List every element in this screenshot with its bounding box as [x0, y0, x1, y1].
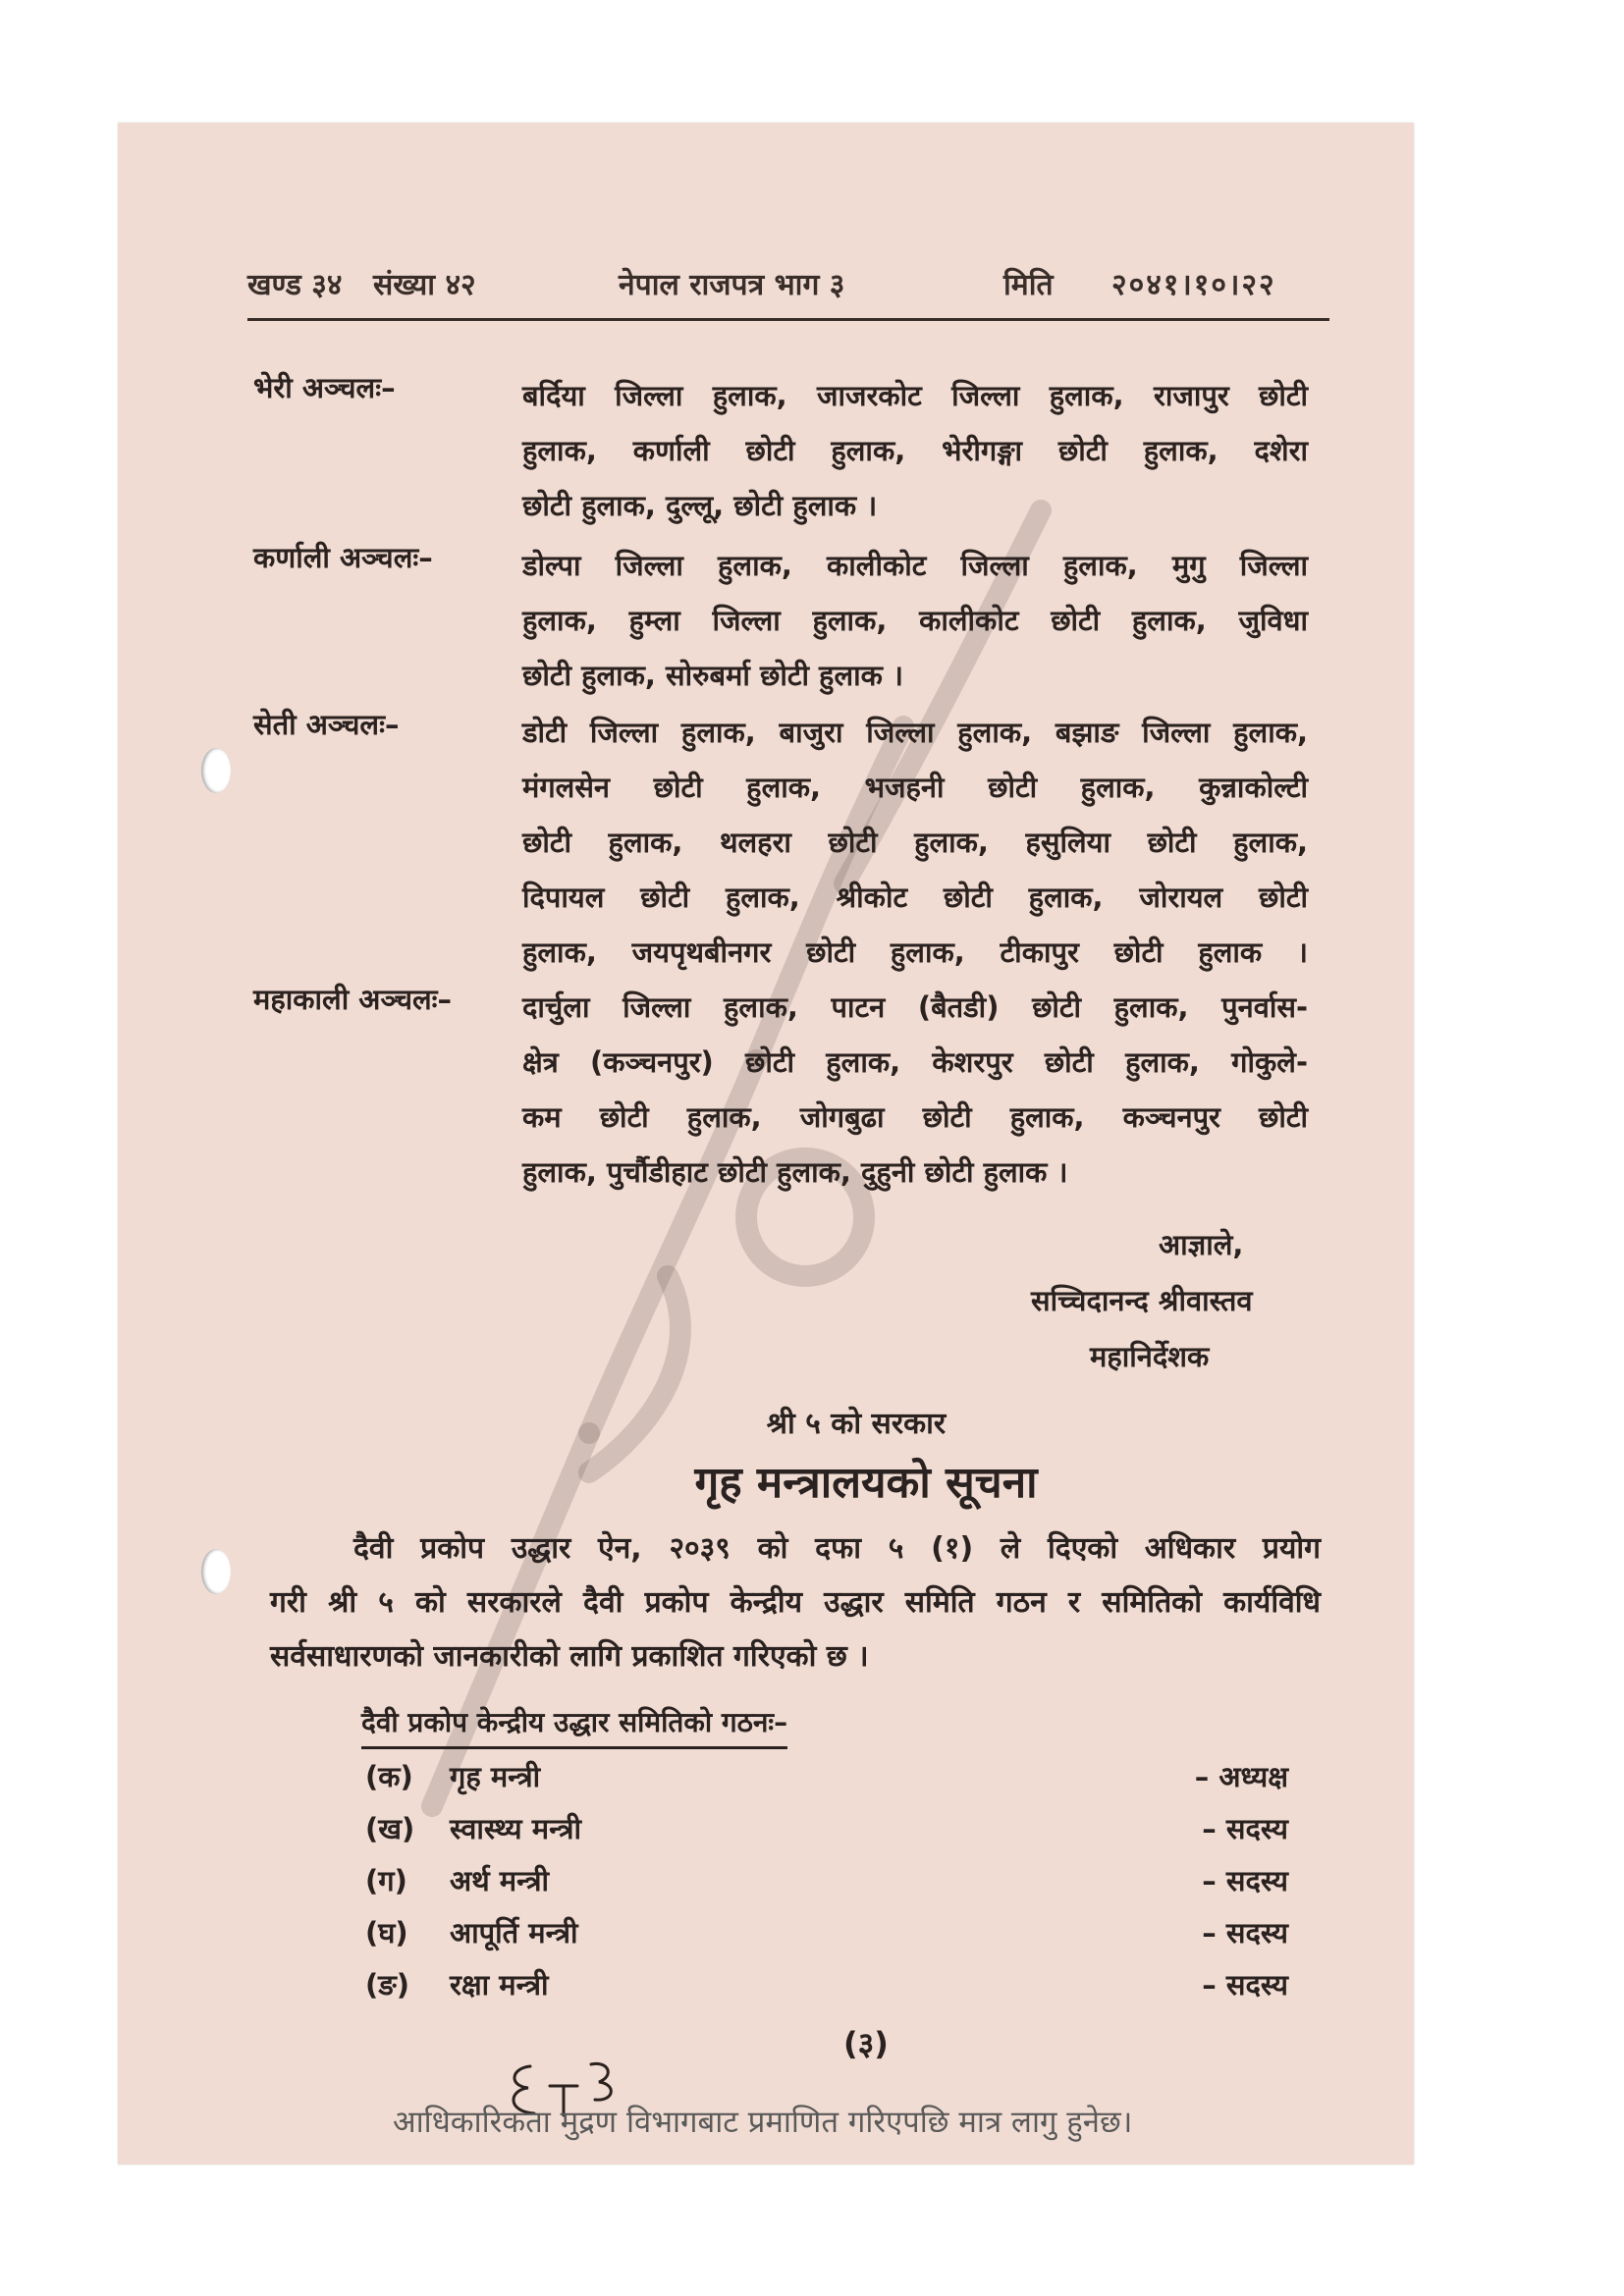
- member-key: (ख): [365, 1812, 415, 1845]
- committee-heading: दैवी प्रकोप केन्द्रीय उद्धार समितिको गठनः–: [361, 1703, 787, 1749]
- issue-number: संख्या ४२: [373, 268, 476, 302]
- committee-member: [365, 1965, 1288, 2014]
- region-label: भेरी अञ्चलः–: [253, 371, 396, 404]
- committee-member: [365, 1913, 1288, 1962]
- committee-member: [365, 1861, 1288, 1910]
- signature-order: आज्ञाले,: [1159, 1228, 1244, 1261]
- region-label: महाकाली अञ्चलः–: [253, 983, 453, 1016]
- region-line: हुलाक, पुर्चौडीहाट छोटी हुलाक, दुहुनी छोटी हुलाक ।: [522, 1155, 1068, 1189]
- committee-member: [365, 1757, 1288, 1806]
- region-line: कम छोटी हुलाक, जोगबुढा छोटी हुलाक, कञ्चनपुर छोटी: [522, 1100, 1308, 1134]
- region-line: दार्चुला जिल्ला हुलाक, पाटन (बैतडी) छोटी हुलाक, पुनर्वास-: [522, 990, 1308, 1024]
- committee-member: [365, 1809, 1288, 1858]
- region-line: हुलाक, कर्णाली छोटी हुलाक, भेरीगङ्गा छोटी हुलाक, दशेरा: [522, 434, 1308, 467]
- region-line: क्षेत्र (कञ्चनपुर) छोटी हुलाक, केशरपुर छोटी हुलाक, गोकुले-: [522, 1045, 1308, 1079]
- ministry-notice-title: गृह मन्त्रालयको सूचना: [694, 1458, 1038, 1508]
- member-role: – सदस्य: [1202, 1812, 1288, 1845]
- region-line: मंगलसेन छोटी हुलाक, भजहनी छोटी हुलाक, कुन्नाकोल्टी: [522, 771, 1308, 804]
- region-line: डोल्पा जिल्ला हुलाक, कालीकोट जिल्ला हुलाक, मुगु जिल्ला: [522, 549, 1308, 582]
- government-heading: श्री ५ को सरकार: [766, 1407, 947, 1441]
- member-role: – सदस्य: [1202, 1864, 1288, 1897]
- notice-paragraph-line: सर्वसाधारणको जानकारीको लागि प्रकाशित गरिएको छ ।: [270, 1639, 869, 1674]
- member-role: – सदस्य: [1202, 1968, 1288, 2002]
- signatory-title: महानिर्देशक: [1090, 1340, 1210, 1373]
- region-line: छोटी हुलाक, दुल्लू, छोटी हुलाक ।: [522, 489, 878, 522]
- notice-paragraph-line: दैवी प्रकोप उद्धार ऐन, २०३९ को दफा ५ (१) ले दिएको अधिकार प्रयोग: [353, 1531, 1321, 1566]
- region-line: दिपायल छोटी हुलाक, श्रीकोट छोटी हुलाक, जोरायल छोटी: [522, 881, 1308, 914]
- member-name: रक्षा मन्त्री: [450, 1968, 549, 2002]
- volume: खण्ड ३४: [247, 268, 343, 302]
- region-line: हुलाक, हुम्ला जिल्ला हुलाक, कालीकोट छोटी हुलाक, जुविधा: [522, 604, 1308, 637]
- member-key: (क): [365, 1760, 413, 1793]
- member-key: (ग): [365, 1864, 407, 1897]
- authenticity-note: आधिकारिकता मुद्रण विभागबाट प्रमाणित गरिएपछि मात्र लागु हुनेछ।: [393, 2105, 1133, 2140]
- member-name: आपूर्ति मन्त्री: [450, 1916, 578, 1949]
- publication-name: नेपाल राजपत्र भाग ३: [619, 268, 845, 302]
- region-line: डोटी जिल्ला हुलाक, बाजुरा जिल्ला हुलाक, बझाङ जिल्ला हुलाक,: [522, 716, 1308, 749]
- date-label: मिति: [1003, 268, 1054, 302]
- member-key: (घ): [365, 1916, 408, 1949]
- region-line: बर्दिया जिल्ला हुलाक, जाजरकोट जिल्ला हुलाक, राजापुर छोटी: [522, 379, 1308, 412]
- punch-hole-bottom: [201, 1549, 231, 1594]
- region-label: कर्णाली अञ्चलः–: [253, 541, 433, 574]
- punch-hole-top: [201, 748, 231, 793]
- region-line: छोटी हुलाक, थलहरा छोटी हुलाक, हसुलिया छोटी हुलाक,: [522, 826, 1308, 859]
- region-label: सेती अञ्चलः–: [253, 708, 400, 741]
- member-name: स्वास्थ्य मन्त्री: [450, 1812, 582, 1845]
- region-line: छोटी हुलाक, सोरुबर्मा छोटी हुलाक ।: [522, 659, 903, 692]
- member-name: गृह मन्त्री: [450, 1760, 541, 1793]
- member-key: (ङ): [365, 1968, 409, 2002]
- signatory-name: सच्चिदानन्द श्रीवास्तव: [1031, 1284, 1253, 1317]
- issue-date: २०४१।१०।२२: [1111, 268, 1276, 302]
- header-rule: [247, 318, 1329, 321]
- notice-paragraph-line: गरी श्री ५ को सरकारले दैवी प्रकोप केन्द्रीय उद्धार समिति गठन र समितिको कार्यविधि: [270, 1585, 1321, 1620]
- gazette-header: [247, 257, 1327, 306]
- member-name: अर्थ मन्त्री: [450, 1864, 550, 1897]
- member-role: – सदस्य: [1202, 1916, 1288, 1949]
- page-number: (३): [843, 2025, 889, 2062]
- region-line: हुलाक, जयपृथबीनगर छोटी हुलाक, टीकापुर छोटी हुलाक ।: [522, 935, 1308, 969]
- member-role: – अध्यक्ष: [1194, 1760, 1288, 1793]
